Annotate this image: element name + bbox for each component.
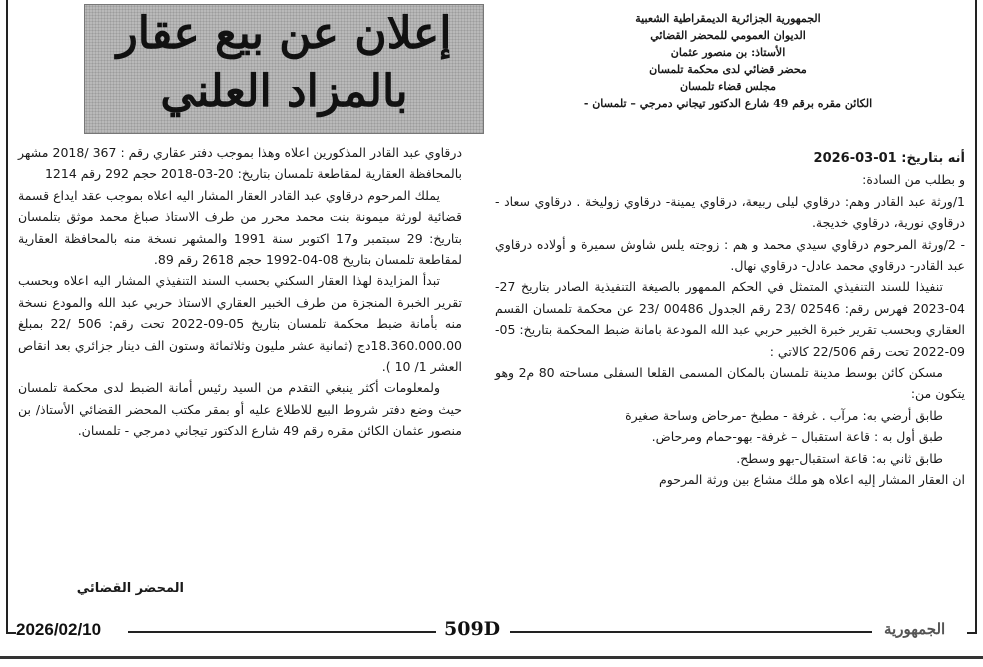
title-line-1: إعلان عن بيع عقار xyxy=(116,8,452,59)
footer-date: 2026/02/10 xyxy=(16,620,102,639)
first-floor: طبق أول به : قاعة استقبال – غرفة- بهو-حمام ومرحاض. xyxy=(651,429,943,445)
heirs-first-group: 1/ورثة عبد القادر وهم: درقاوي ليلى ربيعة، درقاوي يمينة- درقاوي زوليخة . درقاوي سعاد - درقاوي نورية، درقاوي خديجة. xyxy=(495,193,965,231)
footer-corner-left xyxy=(6,624,16,634)
left-column xyxy=(18,142,462,442)
date-line: أنه بتاريخ: 01-03-2026 xyxy=(813,151,965,166)
bottom-rule xyxy=(0,656,983,659)
header-line: الأستاذ: بن منصور عثمان xyxy=(670,46,786,59)
title-line-2: بالمزاد العلني xyxy=(160,66,408,117)
ownership-origin-paragraph: يملك المرحوم درقاوي عبد القادر العقار المشار اليه اعلاه بموجب عقد ايداع قسمة قضائية لورثة ميمونة بنت محمد محرر من طرف الاستاذ صباغ محمد موثق بتلمسان بتاريخ: 29 سبتمبر و17 اكتوبر سنة 1991 والمشهر نسخة منه بالمحافظة العقارية لمقاطعة تلمسان بتاريخ 08-04-1992 حجم 2618 رقم 89. xyxy=(18,187,462,268)
ownership-line: ان العقار المشار إليه اعلاه هو ملك مشاع بين ورثة المرحوم xyxy=(659,472,965,488)
info-paragraph: ولمعلومات أكثر ينبغي التقدم من السيد رئيس أمانة الضبط لدى محكمة تلمسان حيث وضع دفتر شروط البيع للاطلاع عليه أو بمقر مكتب المحضر القضائي الأستاذ/ بن منصور عثمان الكائن مقره رقم 49 شارع الدكتور تيجاني دمرجي - تلمسان. xyxy=(18,380,462,439)
property-description: مسكن كائن بوسط مدينة تلمسان بالمكان المسمى القلعا السفلى مساحته 80 م2 وهو يتكون من: xyxy=(495,365,965,402)
page-footer xyxy=(0,616,983,648)
land-registry-paragraph: درقاوي عبد القادر المذكورين اعلاه وهذا بموجب دفتر عقاري رقم : 367 /2018 مشهر بالمحافظة العقارية لمقاطعة تلمسان بتاريخ: 20-03-2018 حجم 292 رقم 1214 xyxy=(18,145,463,182)
second-floor: طابق ثاني به: قاعة استقبال-بهو وسطح. xyxy=(736,450,943,466)
footer-rule-right xyxy=(510,631,872,633)
header-line: الديوان العمومي للمحضر القضائي xyxy=(650,29,806,42)
request-line: و بطلب من السادة: xyxy=(862,172,965,188)
newspaper-logo: الجمهورية xyxy=(884,620,946,638)
announcement-title-box xyxy=(84,4,484,134)
header-line: مجلس قضاء تلمسان xyxy=(680,80,776,93)
execution-paragraph: تنفيذا للسند التنفيذي المتمثل في الحكم الممهور بالصيغة التنفيذية الصادر بتاريخ 27-04-2023 فهرس رقم: 02546 /23 رقم الجدول 00486 /23 عن محكمة تلمسان القسم العقاري وبحسب تقرير خبرة الخبير حربي عبد الله المودعة بامانة ضبط المحكمة بتاريخ: 05-09-2022 تحت رقم 22/506 كالاتي : xyxy=(495,279,966,359)
footer-page-number: 509D xyxy=(444,618,501,640)
ground-floor: طابق أرضي به: مرآب . غرفة - مطبخ -مرحاض وساحة صغيرة xyxy=(625,407,943,423)
office-header xyxy=(538,10,918,112)
auction-price-paragraph: تبدأ المزايدة لهذا العقار السكني بحسب السند التنفيذي المشار اليه اعلاه وبحسب تقرير الخبرة المنجزة من طرف الخبير العقاري الاستاذ حربي عبد الله والمودع نسخة منه بأمانة ضبط محكمة تلمسان بتاريخ 05-09-2022 تحت رقم: 506 /22 بمبلغ 18.360.000.00دج (ثمانية عشر مليون وثلاثمائة وستون الف دينار جزائري بعد انقاص العشر 1/ 10 ). xyxy=(18,273,462,375)
header-line: محضر قضائي لدى محكمة تلمسان xyxy=(649,63,807,76)
heirs-second-group: - 2/ورثة المرحوم درقاوي سيدي محمد و هم : زوجته يلس شاوش سميرة و أولاده درقاوي عبد القادر- درقاوي محمد عادل- درقاوي نهال. xyxy=(495,236,965,274)
header-line: الكائن مقره برقم 49 شارع الدكتور تيجاني دمرجي – تلمسان - xyxy=(583,97,873,110)
bailiff-signature: المحضر القضائي xyxy=(76,581,184,596)
right-column xyxy=(495,148,965,491)
footer-corner-right xyxy=(967,624,977,634)
left-border xyxy=(6,0,8,632)
header-line: الجمهورية الجزائرية الديمقراطية الشعبية xyxy=(635,12,821,25)
footer-rule-left xyxy=(128,631,436,633)
right-border xyxy=(975,0,977,632)
